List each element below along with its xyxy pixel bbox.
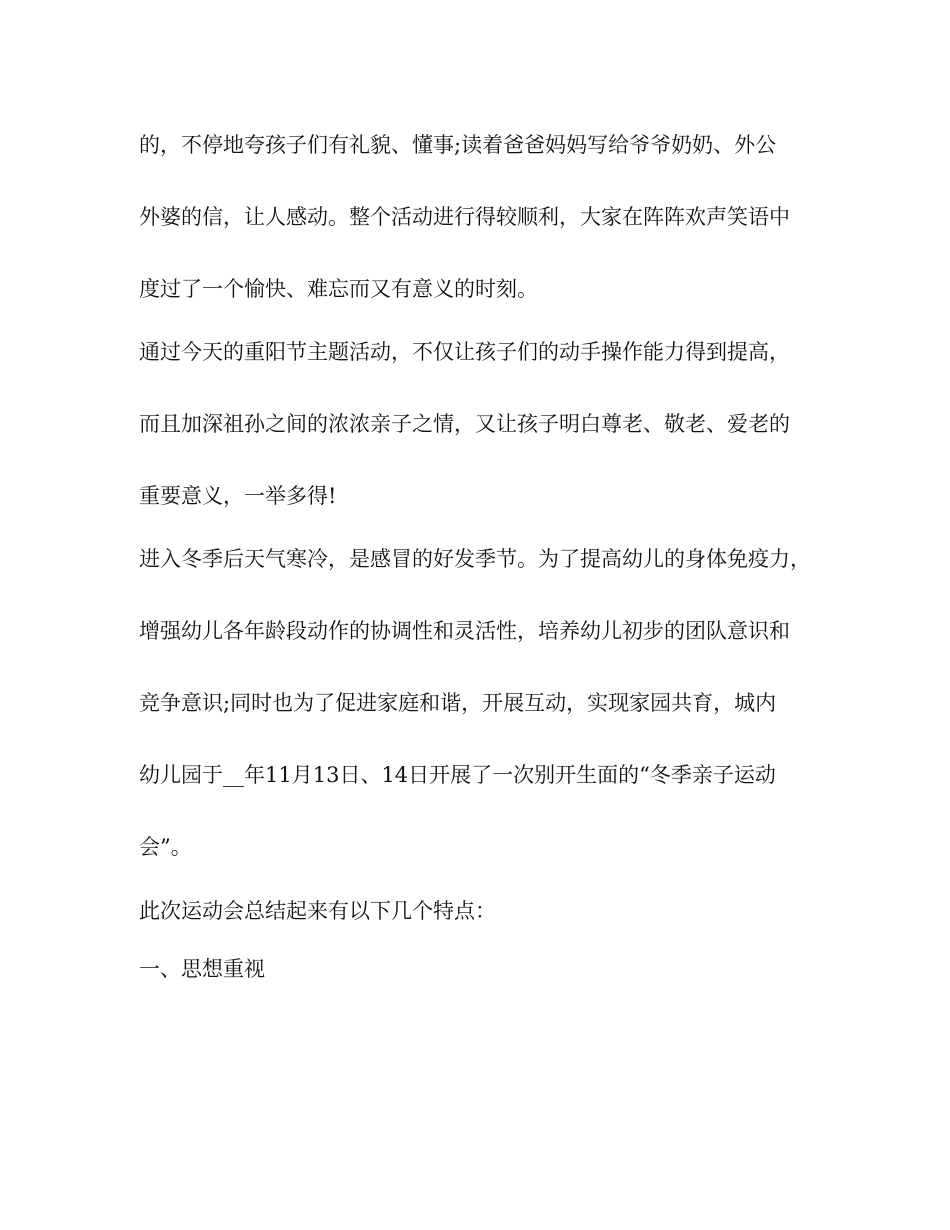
text-line: 会”。 — [139, 835, 192, 859]
text-line: 而且加深祖孙之间的浓浓亲子之情，又让孩子明白尊老、敬老、爱老的 — [139, 412, 790, 436]
section-heading: 一、思想重视 — [139, 957, 265, 981]
text-line: 进入冬季后天气寒冷，是感冒的好发季节。为了提高幼儿的身体免疫力， — [139, 547, 811, 571]
text-line: 竞争意识;同时也为了促进家庭和谐，开展互动，实现家园共育，城内 — [139, 691, 777, 715]
text-line: 重要意义，一举多得! — [139, 484, 337, 508]
text-line: 度过了一个愉快、难忘而又有意义的时刻。 — [139, 277, 538, 301]
text-line: 外婆的信，让人感动。整个活动进行得较顺利，大家在阵阵欢声笑语中 — [139, 205, 790, 229]
text-line: 此次运动会总结起来有以下几个特点： — [139, 899, 496, 923]
text-line: 的，不停地夸孩子们有礼貌、懂事;读着爸爸妈妈写给爷爷奶奶、外公 — [139, 133, 777, 157]
text-line: 通过今天的重阳节主题活动，不仅让孩子们的动手操作能力得到提高， — [139, 340, 790, 364]
text-line: 增强幼儿各年龄段动作的协调性和灵活性，培养幼儿初步的团队意识和 — [139, 619, 790, 643]
text-line: 幼儿园于__年11月13日、14日开展了一次别开生面的“冬季亲子运动 — [139, 763, 776, 787]
